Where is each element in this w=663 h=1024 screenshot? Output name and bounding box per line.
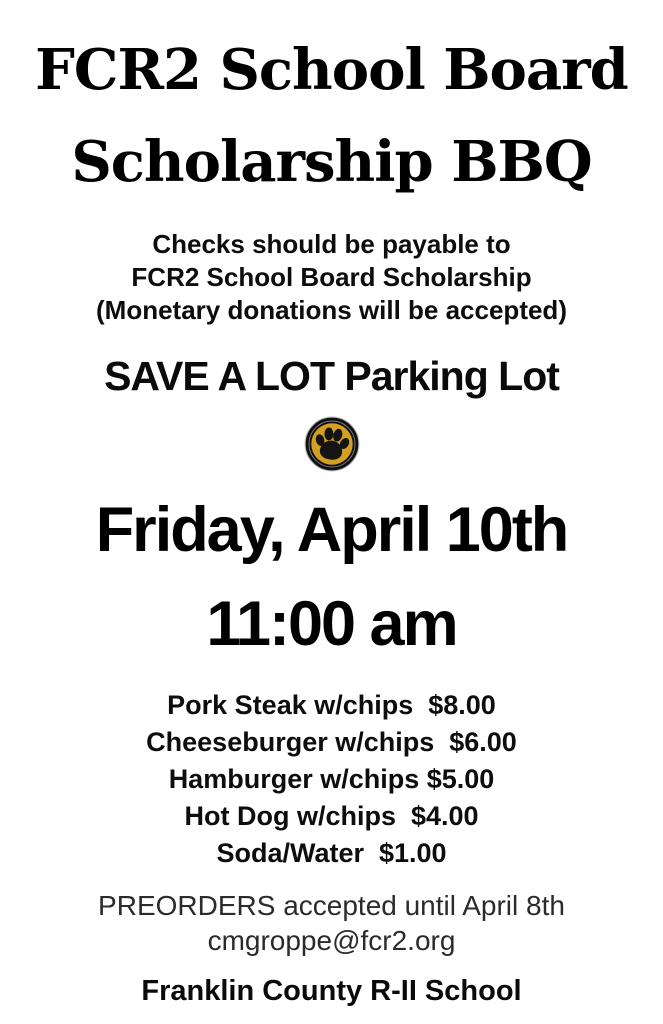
menu-item-hot-dog: Hot Dog w/chips $4.00 <box>184 801 479 831</box>
poster-title-line1: FCR2 School Board <box>35 37 628 103</box>
poster-title <box>0 24 663 208</box>
poster-title-line2: Scholarship BBQ <box>71 129 592 195</box>
school-name: Franklin County R-II School <box>141 975 522 1007</box>
event-date: Friday, April 10th <box>95 495 568 565</box>
menu-item-cheeseburger: Cheeseburger w/chips $6.00 <box>146 727 517 757</box>
paw-badge <box>0 415 663 473</box>
preorder-deadline: PREORDERS accepted until April 8th <box>98 890 565 921</box>
payment-info-line3: (Monetary donations will be accepted) <box>96 295 567 325</box>
preorder-info <box>0 888 663 958</box>
payment-info-line1: Checks should be payable to <box>152 229 511 259</box>
menu-item-hamburger: Hamburger w/chips $5.00 <box>168 764 495 794</box>
payment-info <box>0 228 663 327</box>
menu-item-pork-steak: Pork Steak w/chips $8.00 <box>167 690 496 720</box>
paw-print-icon <box>304 415 360 473</box>
preorder-email: cmgroppe@fcr2.org <box>207 925 456 956</box>
event-datetime <box>0 483 663 671</box>
event-location: SAVE A LOT Parking Lot <box>104 353 559 399</box>
menu-item-soda-water: Soda/Water $1.00 <box>216 838 447 868</box>
menu-list <box>0 687 663 872</box>
payment-info-line2: FCR2 School Board Scholarship <box>131 262 532 292</box>
event-time: 11:00 am <box>206 589 457 659</box>
